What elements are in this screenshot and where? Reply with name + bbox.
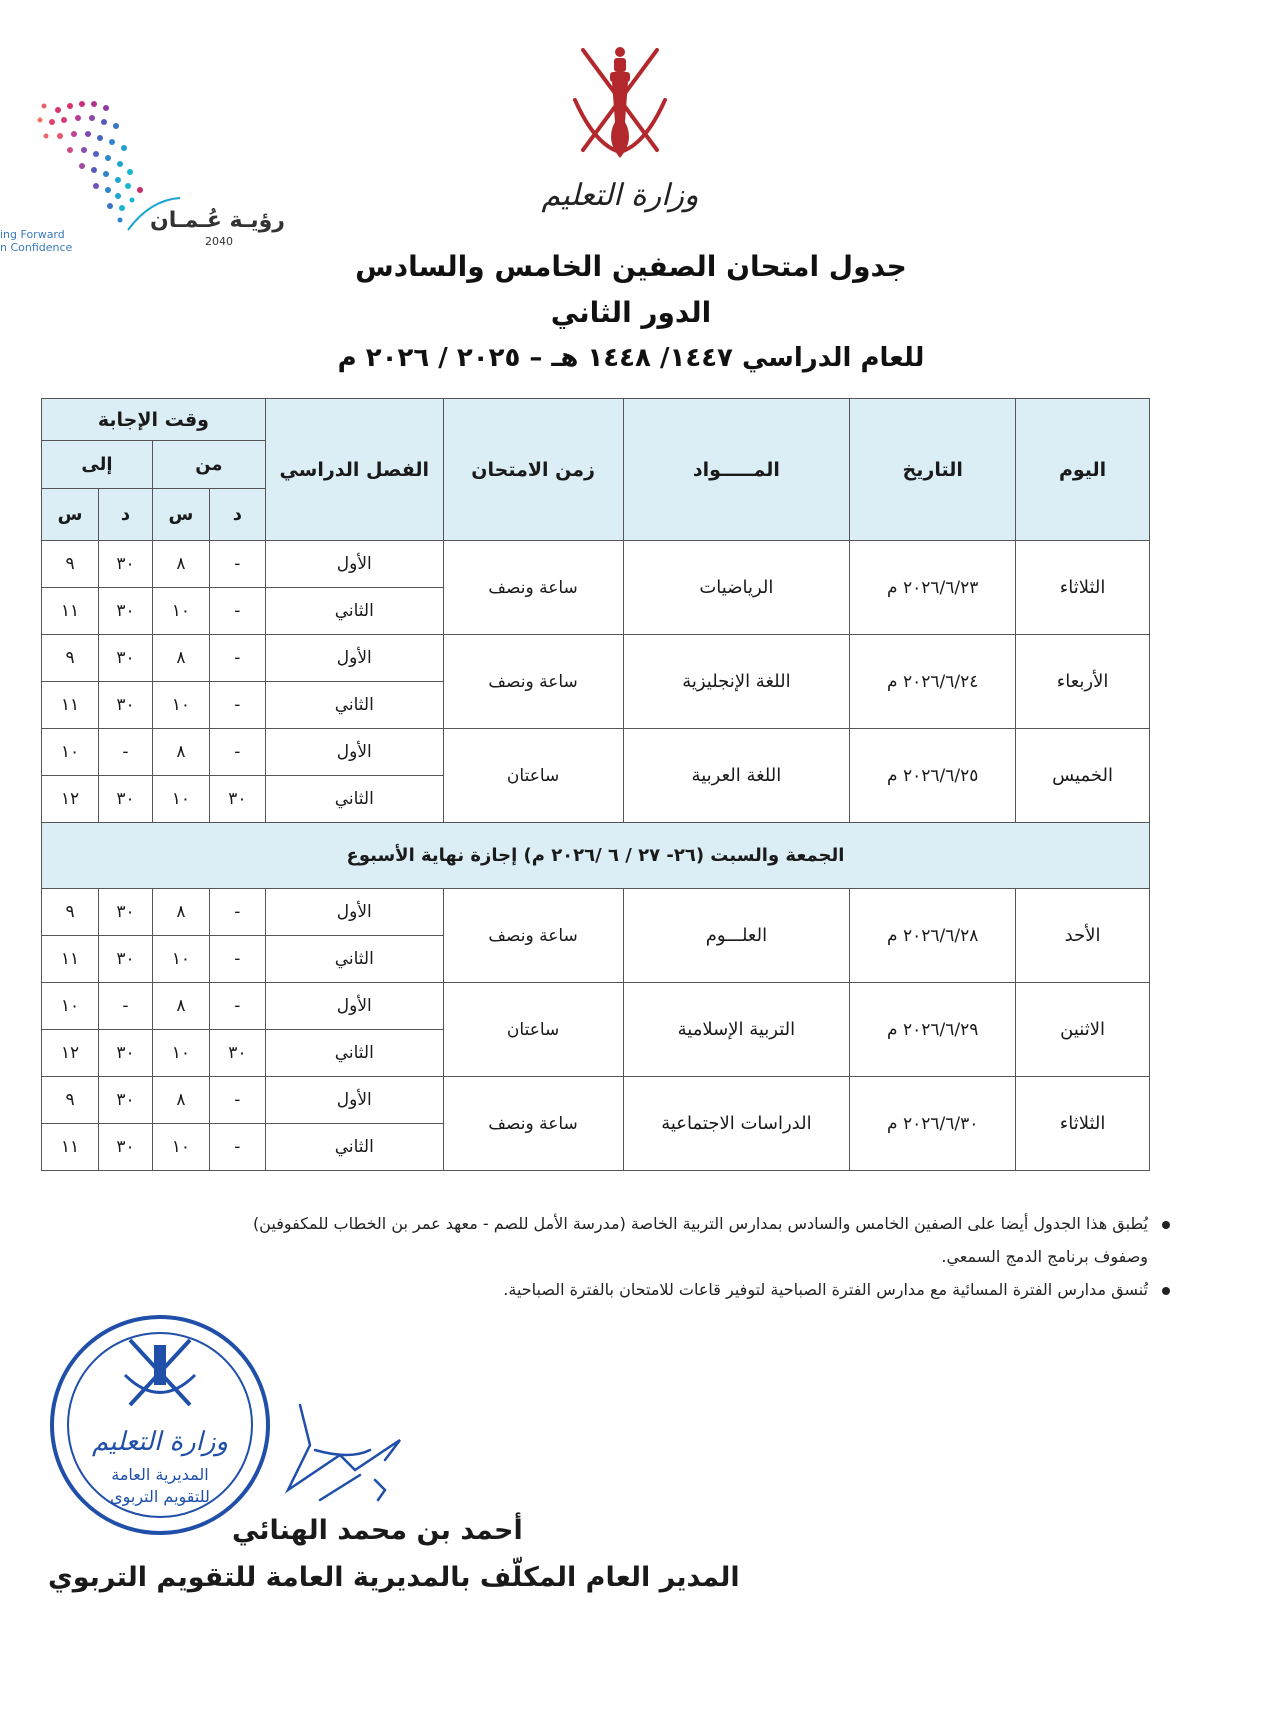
from-hour-cell: ١٠ <box>152 682 209 729</box>
header-semester: الفصل الدراسي <box>265 399 443 541</box>
from-minute-cell: - <box>209 889 265 936</box>
semester-cell: الثاني <box>265 1124 443 1171</box>
vision-year-label: 2040 <box>205 235 233 248</box>
day-cell: الخميس <box>1016 729 1150 823</box>
semester-cell: الثاني <box>265 1030 443 1077</box>
header-from-hour: س <box>152 489 209 541</box>
duration-cell: ساعة ونصف <box>443 541 623 635</box>
header-date: التاريخ <box>850 399 1016 541</box>
semester-cell: الأول <box>265 983 443 1030</box>
to-minute-cell: ٣٠ <box>99 541 153 588</box>
header-to-hour: س <box>42 489 99 541</box>
to-hour-cell: ١٠ <box>42 983 99 1030</box>
ministry-logo-text: وزارة التعليم <box>541 178 699 213</box>
to-hour-cell: ٩ <box>42 1077 99 1124</box>
subject-cell: الرياضيات <box>623 541 850 635</box>
to-minute-cell: ٣٠ <box>99 889 153 936</box>
signer-name: أحمد بن محمد الهنائي <box>232 1515 523 1546</box>
table-row <box>42 729 1150 776</box>
day-cell: الثلاثاء <box>1016 541 1150 635</box>
to-hour-cell: ٩ <box>42 635 99 682</box>
signer-title: المدير العام المكلّف بالمديرية العامة للتقويم التربوي <box>48 1562 740 1593</box>
duration-cell: ساعتان <box>443 729 623 823</box>
from-minute-cell: - <box>209 635 265 682</box>
header-to: إلى <box>42 441 153 489</box>
svg-text:للتقويم التربوي: للتقويم التربوي <box>110 1487 210 1506</box>
vision-arabic-label: رؤيـة عُـمـان <box>150 208 285 233</box>
from-hour-cell: ١٠ <box>152 1030 209 1077</box>
to-minute-cell: ٣٠ <box>99 936 153 983</box>
table-row <box>42 889 1150 936</box>
header-from: من <box>152 441 265 489</box>
handwritten-signature <box>280 1400 440 1510</box>
subject-cell: التربية الإسلامية <box>623 983 850 1077</box>
semester-cell: الأول <box>265 635 443 682</box>
duration-cell: ساعة ونصف <box>443 635 623 729</box>
day-cell: الاثنين <box>1016 983 1150 1077</box>
from-minute-cell: - <box>209 1124 265 1171</box>
to-minute-cell: ٣٠ <box>99 635 153 682</box>
exam-schedule-body <box>42 541 1150 1171</box>
header-duration: زمن الامتحان <box>443 399 623 541</box>
to-hour-cell: ١١ <box>42 682 99 729</box>
svg-text:المديرية العامة: المديرية العامة <box>111 1465 209 1484</box>
to-hour-cell: ١٠ <box>42 729 99 776</box>
from-minute-cell: - <box>209 936 265 983</box>
vision-english-line2: n Confidence <box>0 241 73 254</box>
official-stamp-icon <box>40 1310 280 1540</box>
to-minute-cell: ٣٠ <box>99 1030 153 1077</box>
to-hour-cell: ١٢ <box>42 1030 99 1077</box>
weekend-row <box>42 823 1150 889</box>
to-hour-cell: ١١ <box>42 936 99 983</box>
header-to-minute: د <box>99 489 153 541</box>
day-cell: الثلاثاء <box>1016 1077 1150 1171</box>
table-row <box>42 983 1150 1030</box>
exam-schedule-table <box>41 398 1150 1171</box>
note-item: تُنسق مدارس الفترة المسائية مع مدارس الفترة الصباحية لتوفير قاعات للامتحان بالفترة الصباحية. <box>80 1273 1170 1306</box>
to-hour-cell: ١١ <box>42 1124 99 1171</box>
subject-cell: العلـــوم <box>623 889 850 983</box>
duration-cell: ساعتان <box>443 983 623 1077</box>
from-minute-cell: - <box>209 588 265 635</box>
header-subject: المـــــواد <box>623 399 850 541</box>
to-minute-cell: - <box>99 729 153 776</box>
bullet-icon <box>1162 1287 1170 1295</box>
notes-section <box>80 1207 1170 1306</box>
date-cell: ٢٠٢٦/٦/٢٤ م <box>850 635 1016 729</box>
from-hour-cell: ١٠ <box>152 1124 209 1171</box>
from-minute-cell: - <box>209 983 265 1030</box>
from-minute-cell: - <box>209 682 265 729</box>
semester-cell: الثاني <box>265 776 443 823</box>
to-hour-cell: ٩ <box>42 541 99 588</box>
from-minute-cell: ٣٠ <box>209 1030 265 1077</box>
header-answer-time: وقت الإجابة <box>42 399 266 441</box>
from-hour-cell: ١٠ <box>152 776 209 823</box>
note-item-continuation: وصفوف برنامج الدمج السمعي. <box>941 1247 1148 1266</box>
semester-cell: الثاني <box>265 682 443 729</box>
semester-cell: الأول <box>265 1077 443 1124</box>
date-cell: ٢٠٢٦/٦/٢٥ م <box>850 729 1016 823</box>
from-hour-cell: ٨ <box>152 729 209 776</box>
semester-cell: الأول <box>265 889 443 936</box>
page-subtitle-year: للعام الدراسي ١٤٤٧/ ١٤٤٨ هـ – ٢٠٢٥ / ٢٠٢٦ م <box>337 343 925 373</box>
to-minute-cell: - <box>99 983 153 1030</box>
table-row <box>42 541 1150 588</box>
duration-cell: ساعة ونصف <box>443 1077 623 1171</box>
subject-cell: اللغة العربية <box>623 729 850 823</box>
semester-cell: الثاني <box>265 588 443 635</box>
from-hour-cell: ٨ <box>152 1077 209 1124</box>
date-cell: ٢٠٢٦/٦/٢٣ م <box>850 541 1016 635</box>
from-hour-cell: ٨ <box>152 541 209 588</box>
date-cell: ٢٠٢٦/٦/٣٠ م <box>850 1077 1016 1171</box>
from-hour-cell: ١٠ <box>152 588 209 635</box>
page-title: جدول امتحان الصفين الخامس والسادس <box>355 250 907 283</box>
to-hour-cell: ١٢ <box>42 776 99 823</box>
from-minute-cell: ٣٠ <box>209 776 265 823</box>
weekend-notice: الجمعة والسبت (٢٦- ٢٧ / ٦ /٢٠٢٦ م) إجازة نهاية الأسبوع <box>42 823 1150 889</box>
from-minute-cell: - <box>209 541 265 588</box>
to-minute-cell: ٣٠ <box>99 776 153 823</box>
oman-emblem-icon <box>565 40 675 170</box>
vision-english-line1: ing Forward <box>0 228 65 241</box>
from-hour-cell: ٨ <box>152 635 209 682</box>
header-day: اليوم <box>1016 399 1150 541</box>
header-from-minute: د <box>209 489 265 541</box>
to-minute-cell: ٣٠ <box>99 588 153 635</box>
from-hour-cell: ١٠ <box>152 936 209 983</box>
table-row <box>42 635 1150 682</box>
day-cell: الأحد <box>1016 889 1150 983</box>
day-cell: الأربعاء <box>1016 635 1150 729</box>
to-minute-cell: ٣٠ <box>99 1124 153 1171</box>
bullet-icon <box>1162 1221 1170 1229</box>
to-hour-cell: ١١ <box>42 588 99 635</box>
from-minute-cell: - <box>209 729 265 776</box>
semester-cell: الثاني <box>265 936 443 983</box>
subject-cell: اللغة الإنجليزية <box>623 635 850 729</box>
from-hour-cell: ٨ <box>152 983 209 1030</box>
svg-text:وزارة التعليم: وزارة التعليم <box>91 1427 229 1457</box>
to-hour-cell: ٩ <box>42 889 99 936</box>
page-subtitle-round: الدور الثاني <box>550 296 712 329</box>
semester-cell: الأول <box>265 729 443 776</box>
subject-cell: الدراسات الاجتماعية <box>623 1077 850 1171</box>
from-minute-cell: - <box>209 1077 265 1124</box>
table-row <box>42 1077 1150 1124</box>
to-minute-cell: ٣٠ <box>99 1077 153 1124</box>
date-cell: ٢٠٢٦/٦/٢٩ م <box>850 983 1016 1077</box>
semester-cell: الأول <box>265 541 443 588</box>
note-item: يُطبق هذا الجدول أيضا على الصفين الخامس والسادس بمدارس التربية الخاصة (مدرسة الأمل للصم - معهد عمر بن الخطاب للمكفوفين) <box>80 1207 1170 1240</box>
from-hour-cell: ٨ <box>152 889 209 936</box>
to-minute-cell: ٣٠ <box>99 682 153 729</box>
date-cell: ٢٠٢٦/٦/٢٨ م <box>850 889 1016 983</box>
duration-cell: ساعة ونصف <box>443 889 623 983</box>
